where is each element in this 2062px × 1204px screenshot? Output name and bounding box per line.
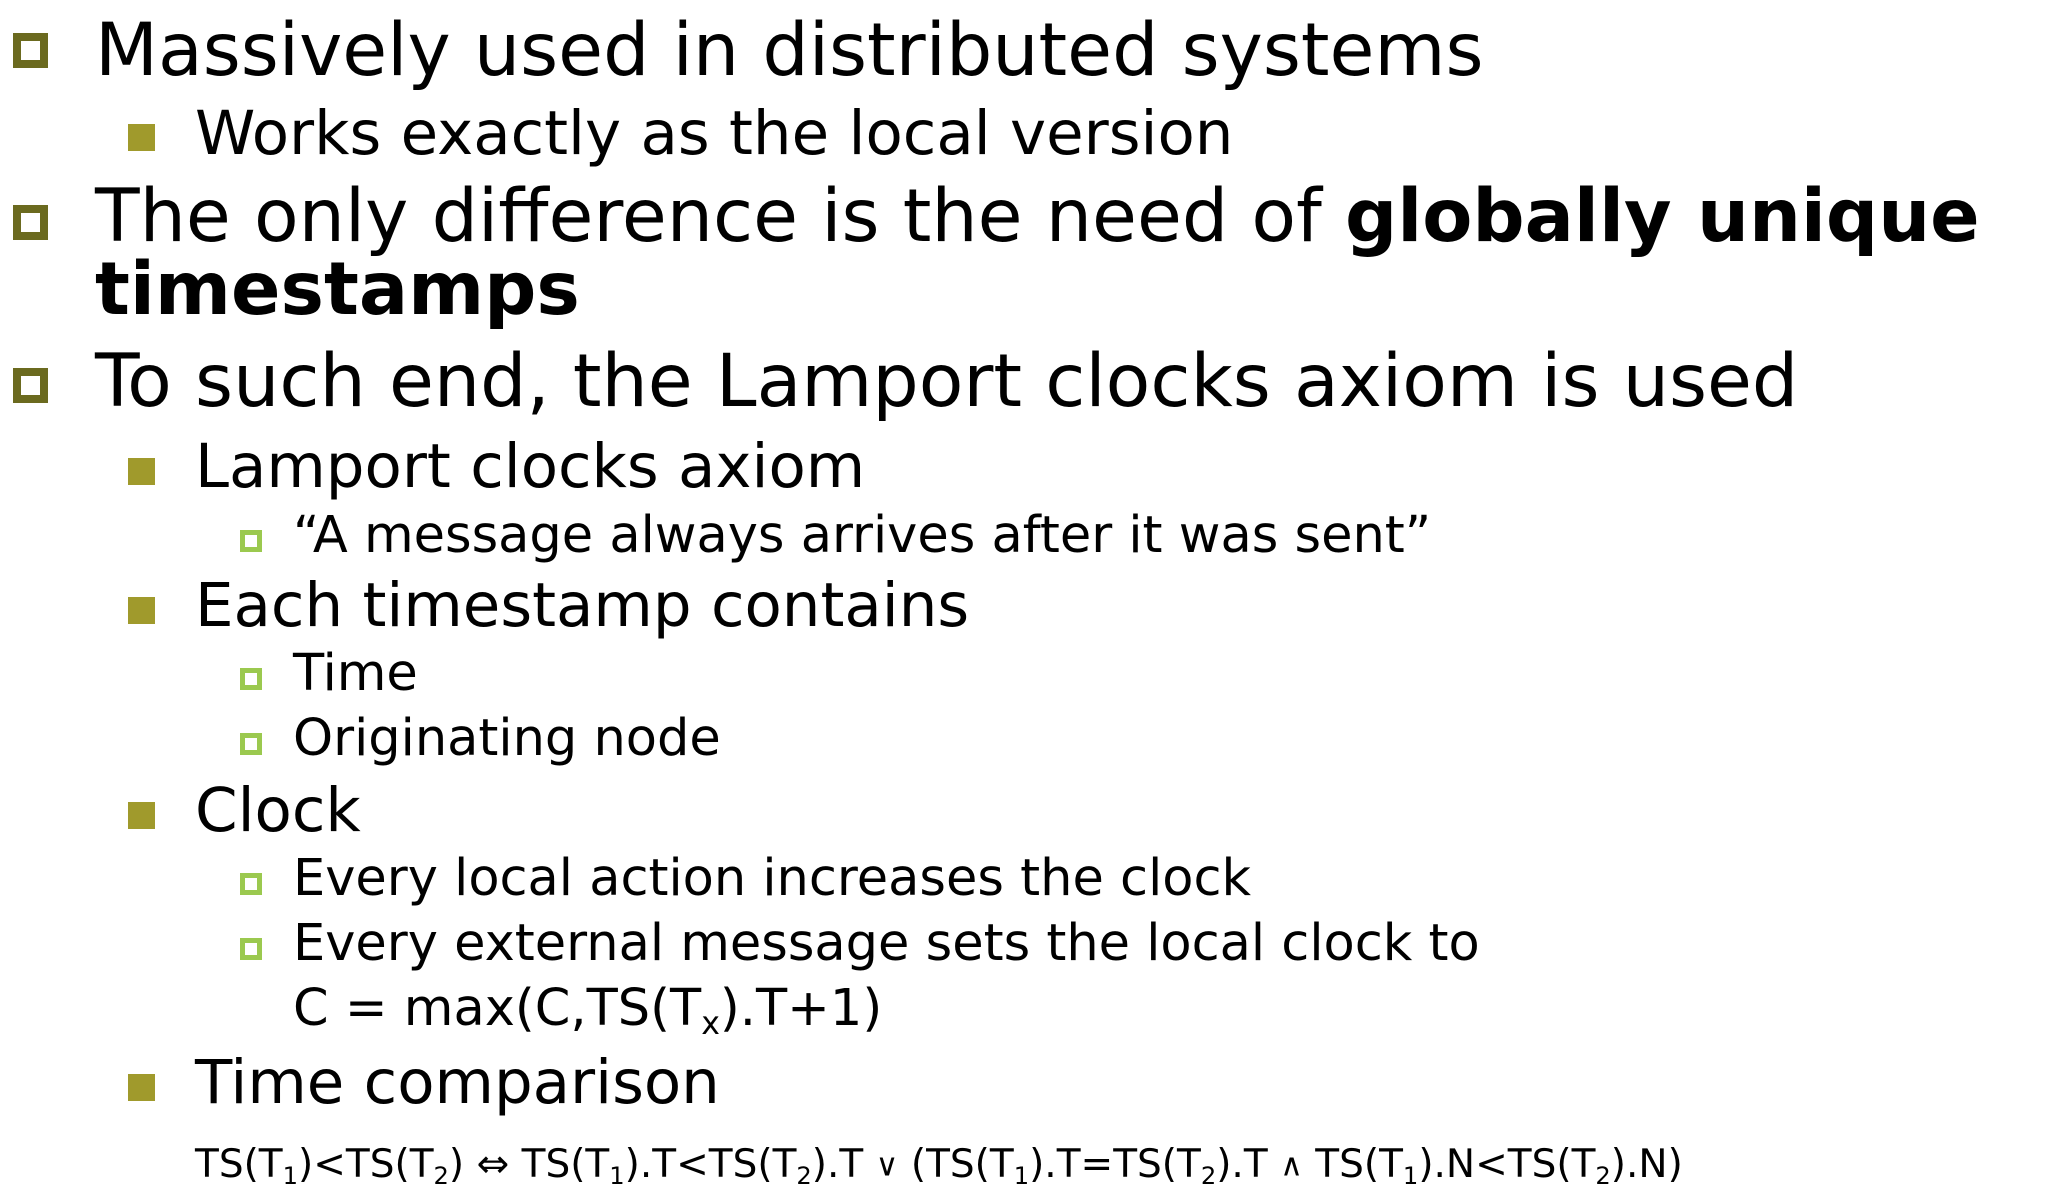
bullet-text: Lamport clocks axiom bbox=[195, 431, 866, 502]
formula-part: TS(T bbox=[521, 1142, 610, 1187]
formula-subscript: 1 bbox=[609, 1161, 625, 1190]
level3-bullet-icon bbox=[240, 530, 262, 552]
formula-subscript: x bbox=[701, 1005, 720, 1042]
and-symbol: ∧ bbox=[1280, 1147, 1303, 1184]
bullet-text: To such end, the Lamport clocks axiom is used bbox=[95, 339, 1799, 424]
bullet-text: Clock bbox=[195, 775, 361, 846]
formula-subscript: 2 bbox=[796, 1161, 812, 1190]
bullet-text-continuation: timestamps bbox=[95, 247, 580, 332]
bullet-text: Originating node bbox=[293, 709, 721, 768]
formula-part: (TS(T bbox=[910, 1142, 1014, 1187]
level2-bullet-icon bbox=[128, 597, 155, 624]
formula-subscript: 1 bbox=[1013, 1161, 1030, 1190]
formula-part: TS(T bbox=[195, 1142, 283, 1187]
level1-bullet-icon bbox=[13, 368, 48, 403]
formula-part: ).T=TS(T bbox=[1029, 1142, 1201, 1187]
bullet-text: Each timestamp contains bbox=[195, 570, 970, 641]
iff-symbol: ⇔ bbox=[476, 1142, 510, 1187]
bold-text: globally unique bbox=[1344, 174, 1980, 259]
formula-subscript: 2 bbox=[433, 1161, 449, 1190]
bullet-text bbox=[95, 174, 1980, 259]
bullet-text: Every external message sets the local clock to bbox=[293, 914, 1480, 973]
plain-text: The only difference is the need of bbox=[95, 174, 1345, 259]
level2-bullet-icon bbox=[128, 802, 155, 829]
level3-bullet-icon bbox=[240, 668, 262, 690]
formula-part: C = max(C,TS(T bbox=[293, 979, 702, 1038]
bullet-text: Massively used in distributed systems bbox=[95, 8, 1484, 93]
formula-part: ).N<TS(T bbox=[1418, 1142, 1596, 1187]
formula-subscript: 1 bbox=[282, 1161, 299, 1190]
bullet-text: “A message always arrives after it was sent” bbox=[293, 506, 1432, 565]
level3-bullet-icon bbox=[240, 873, 262, 895]
bullet-text: Every local action increases the clock bbox=[293, 849, 1252, 908]
level3-bullet-icon bbox=[240, 938, 262, 960]
level3-bullet-icon bbox=[240, 733, 262, 755]
level2-bullet-icon bbox=[128, 124, 155, 151]
level2-bullet-icon bbox=[128, 458, 155, 485]
formula-part: ).T<TS(T bbox=[624, 1142, 797, 1187]
level2-bullet-icon bbox=[128, 1074, 155, 1101]
bullet-text: Time bbox=[293, 644, 418, 703]
or-symbol: ∨ bbox=[875, 1147, 899, 1184]
clock-update-formula bbox=[293, 979, 883, 1042]
bullet-text: Works exactly as the local version bbox=[195, 98, 1234, 169]
formula-part: ).T bbox=[1216, 1142, 1268, 1187]
formula-part: ).T+1) bbox=[719, 979, 883, 1038]
formula-part: ).T bbox=[811, 1142, 864, 1187]
formula-subscript: 2 bbox=[1200, 1161, 1217, 1190]
formula-subscript: 2 bbox=[1595, 1161, 1611, 1190]
level1-bullet-icon bbox=[13, 205, 48, 240]
level1-bullet-icon bbox=[13, 33, 48, 68]
formula-part: TS(T bbox=[1315, 1142, 1403, 1187]
formula-part: ) bbox=[448, 1142, 465, 1187]
formula-part: )<TS(T bbox=[298, 1142, 434, 1187]
bullet-text: Time comparison bbox=[195, 1047, 720, 1118]
formula-subscript: 1 bbox=[1402, 1161, 1419, 1190]
formula-part: ).N) bbox=[1610, 1142, 1683, 1187]
time-comparison-formula bbox=[195, 1142, 1683, 1190]
